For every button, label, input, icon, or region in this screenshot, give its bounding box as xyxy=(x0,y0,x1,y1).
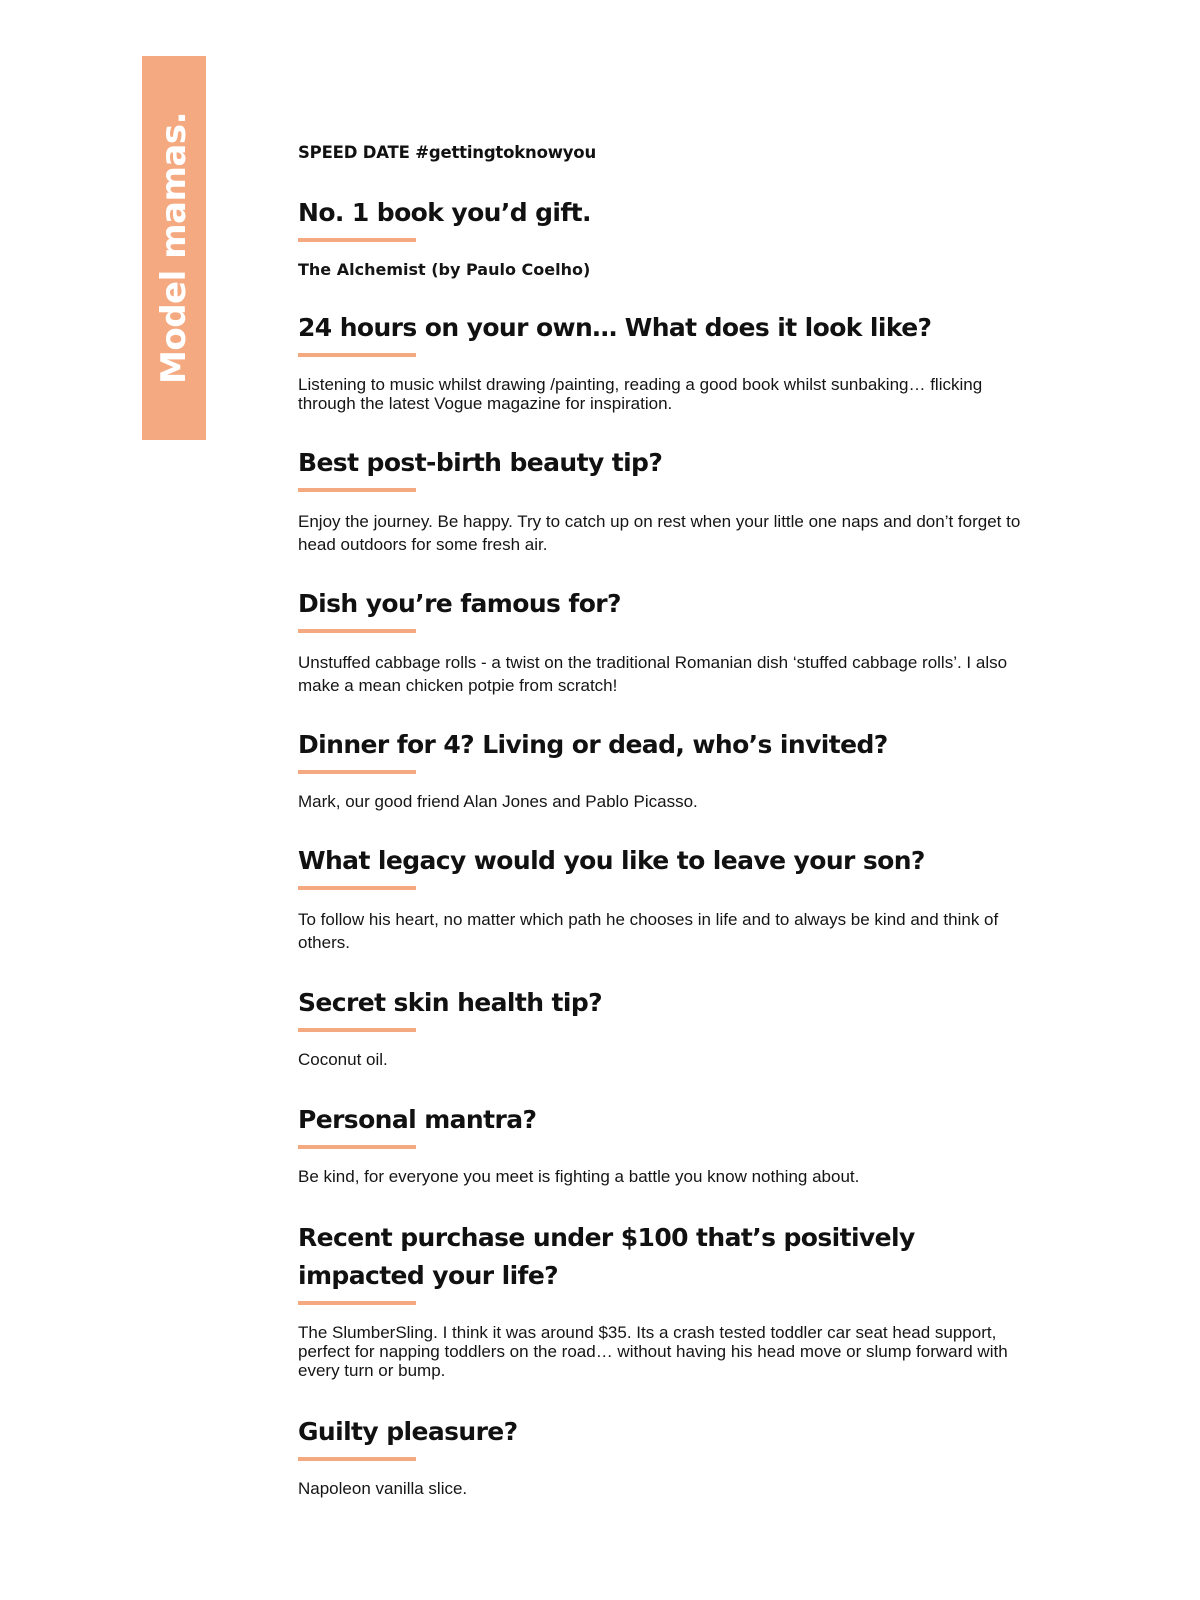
qa-item xyxy=(298,585,1038,697)
qa-item xyxy=(298,309,1038,413)
qa-item xyxy=(298,444,1038,556)
qa-item xyxy=(298,726,1038,811)
question-underline xyxy=(298,353,416,357)
question-heading: Secret skin health tip? xyxy=(298,988,603,1017)
question-underline xyxy=(298,886,416,890)
answer-text: Listening to music whilst drawing /painting, reading a good book whilst sunbaking… flicking through the latest Vogue magazine for inspiration. xyxy=(298,375,983,413)
question-underline xyxy=(298,488,416,492)
question-underline xyxy=(298,238,416,242)
question-underline xyxy=(298,1301,416,1305)
kicker-heading: SPEED DATE #gettingtoknowyou xyxy=(298,143,596,162)
question-heading: Recent purchase under $100 that’s positively impacted your life? xyxy=(298,1223,915,1290)
question-underline xyxy=(298,1028,416,1032)
answer-text: Enjoy the journey. Be happy. Try to catch up on rest when your little one naps and don’t forget to head outdoors for some fresh air. xyxy=(298,512,1021,554)
answer-text: Mark, our good friend Alan Jones and Pablo Picasso. xyxy=(298,792,698,811)
question-heading: Dish you’re famous for? xyxy=(298,589,621,618)
question-heading: What legacy would you like to leave your son? xyxy=(298,846,925,875)
question-heading: Best post-birth beauty tip? xyxy=(298,448,663,477)
side-tab-label: Model mamas. xyxy=(154,112,194,384)
qa-item xyxy=(298,842,1038,954)
answer-text: Be kind, for everyone you meet is fighting a battle you know nothing about. xyxy=(298,1167,860,1186)
qa-item xyxy=(298,1413,1038,1498)
answer-text: Coconut oil. xyxy=(298,1050,388,1069)
question-heading: No. 1 book you’d gift. xyxy=(298,198,591,227)
answer-text: The SlumberSling. I think it was around $35. Its a crash tested toddler car seat head support, perfect for napping toddlers on the road… without having his head move or slump forward with every turn or bump. xyxy=(298,1323,1008,1380)
answer-text: Unstuffed cabbage rolls - a twist on the traditional Romanian dish ‘stuffed cabbage rolls’. I also make a mean chicken potpie from scratch! xyxy=(298,653,1008,695)
qa-item xyxy=(298,1101,1038,1186)
question-heading: 24 hours on your own… What does it look like? xyxy=(298,313,932,342)
question-underline xyxy=(298,629,416,633)
question-heading: Dinner for 4? Living or dead, who’s invited? xyxy=(298,730,888,759)
qa-item xyxy=(298,194,1038,279)
article-content xyxy=(298,143,1038,1498)
side-tab xyxy=(142,56,206,440)
qa-item xyxy=(298,984,1038,1069)
question-heading: Personal mantra? xyxy=(298,1105,537,1134)
qa-item xyxy=(298,1219,1038,1380)
question-underline xyxy=(298,1457,416,1461)
question-underline xyxy=(298,770,416,774)
answer-text: The Alchemist (by Paulo Coelho) xyxy=(298,260,591,279)
answer-text: To follow his heart, no matter which path he chooses in life and to always be kind and think of others. xyxy=(298,910,999,952)
question-heading: Guilty pleasure? xyxy=(298,1417,518,1446)
answer-text: Napoleon vanilla slice. xyxy=(298,1479,468,1498)
question-underline xyxy=(298,1145,416,1149)
